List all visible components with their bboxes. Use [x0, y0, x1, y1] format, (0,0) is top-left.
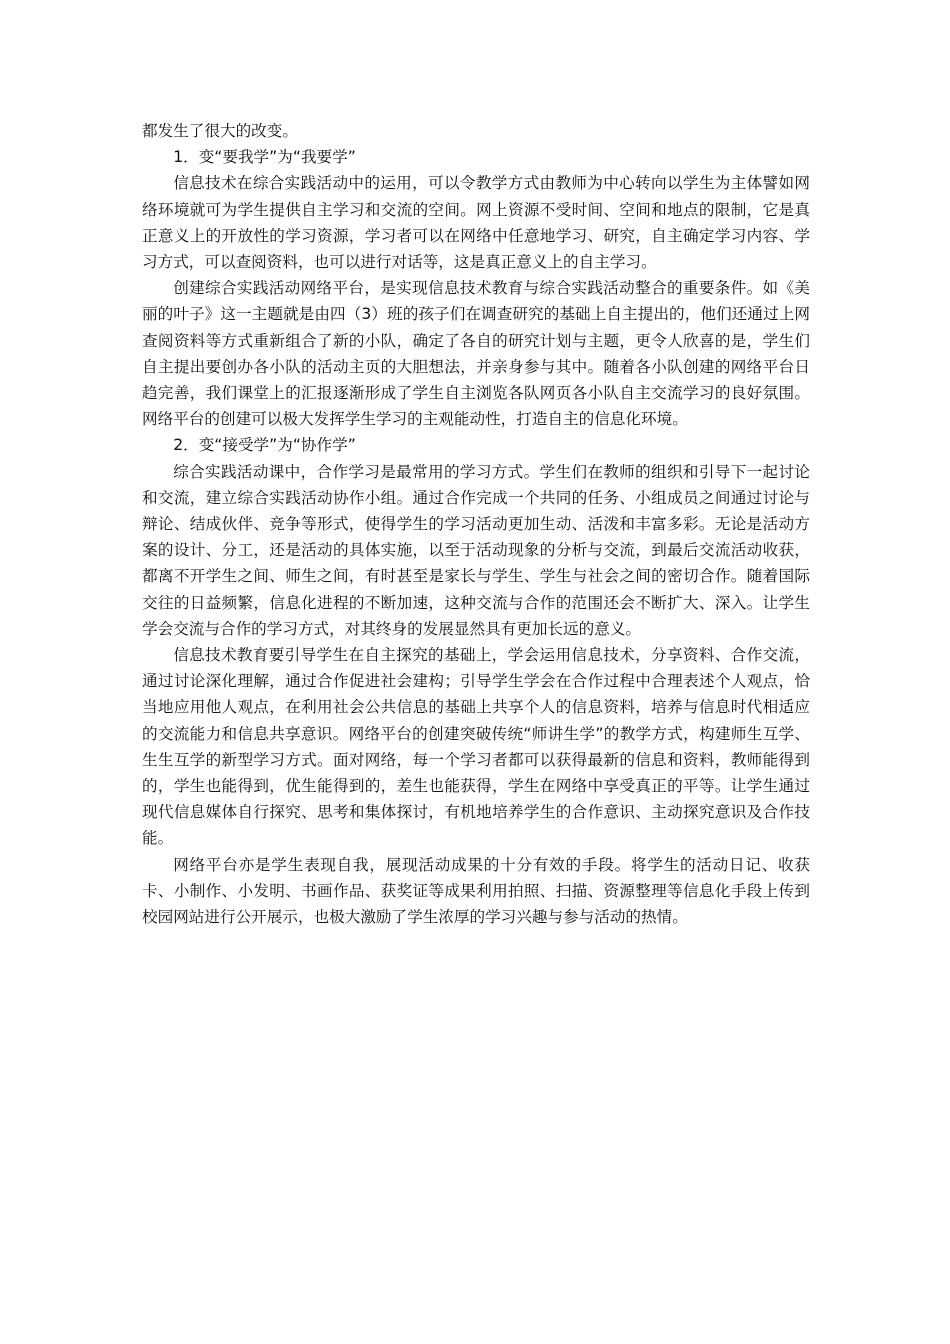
section-heading-1: 1．变“要我学”为“我要学”	[173, 148, 356, 167]
paragraph: 综合实践活动课中，合作学习是最常用的学习方式。学生们在教师的组织和引导下一起讨论和交流，建立综合实践活动协作小组。通过合作完成一个共同的任务、小组成员之间通过讨论与辩论、结成伙伴、竞争等形式，使得学生的学习活动更加生动、活泼和丰富多彩。无论是活动方案的设计、分工，还是活动的具体实施，以至于活动现象的分析与交流，到最后交流活动收获，都离不开学生之间、师生之间，有时甚至是家长与学生、学生与社会之间的密切合作。随着国际交往的日益频繁，信息化进程的不断加速，这种交流与合作的范围还会不断扩大、深入。让学生学会交流与合作的学习方式，对其终身的发展显然具有更加长远的意义。	[142, 462, 810, 638]
section-heading-2: 2．变“接受学”为“协作学”	[173, 436, 356, 455]
paragraph-continued: 都发生了很大的改变。	[142, 122, 298, 140]
paragraph: 网络平台亦是学生表现自我，展现活动成果的十分有效的手段。将学生的活动日记、收获卡、小制作、小发明、书画作品、获奖证等成果利用拍照、扫描、资源整理等信息化手段上传到校园网站进行公开展示，也极大激励了学生浓厚的学习兴趣与参与活动的热情。	[142, 855, 810, 927]
paragraph: 创建综合实践活动网络平台，是实现信息技术教育与综合实践活动整合的重要条件。如《美丽的叶子》这一主题就是由四（3）班的孩子们在调查研究的基础上自主提出的，他们还通过上网查阅资料等方式重新组合了新的小队，确定了各自的研究计划与主题，更令人欣喜的是，学生们自主提出要创办各小队的活动主页的大胆想法，并亲身参与其中。随着各小队创建的网络平台日趋完善，我们课堂上的汇报逐渐形成了学生自主浏览各队网页各小队自主交流学习的良好氛围。网络平台的创建可以极大发挥学生学习的主观能动性，打造自主的信息化环境。	[142, 279, 810, 429]
document-body	[142, 118, 810, 930]
paragraph: 信息技术在综合实践活动中的运用，可以令教学方式由教师为中心转向以学生为主体譬如网络环境就可为学生提供自主学习和交流的空间。网上资源不受时间、空间和地点的限制，它是真正意义上的开放性的学习资源，学习者可以在网络中任意地学习、研究，自主确定学习内容、学习方式，可以查阅资料，也可以进行对话等，这是真正意义上的自主学习。	[142, 174, 810, 272]
paragraph: 信息技术教育要引导学生在自主探究的基础上，学会运用信息技术，分享资料、合作交流，通过讨论深化理解，通过合作促进社会建构；引导学生学会在合作过程中合理表述个人观点，恰当地应用他人观点，在利用社会公共信息的基础上共享个人的信息资料，培养与信息时代相适应的交流能力和信息共享意识。网络平台的创建突破传统“师讲生学”的教学方式，构建师生互学、生生互学的新型学习方式。面对网络，每一个学习者都可以获得最新的信息和资料，教师能得到的，学生也能得到，优生能得到的，差生也能获得，学生在网络中享受真正的平等。让学生通过现代信息媒体自行探究、思考和集体探讨，有机地培养学生的合作意识、主动探究意识及合作技能。	[142, 646, 810, 848]
